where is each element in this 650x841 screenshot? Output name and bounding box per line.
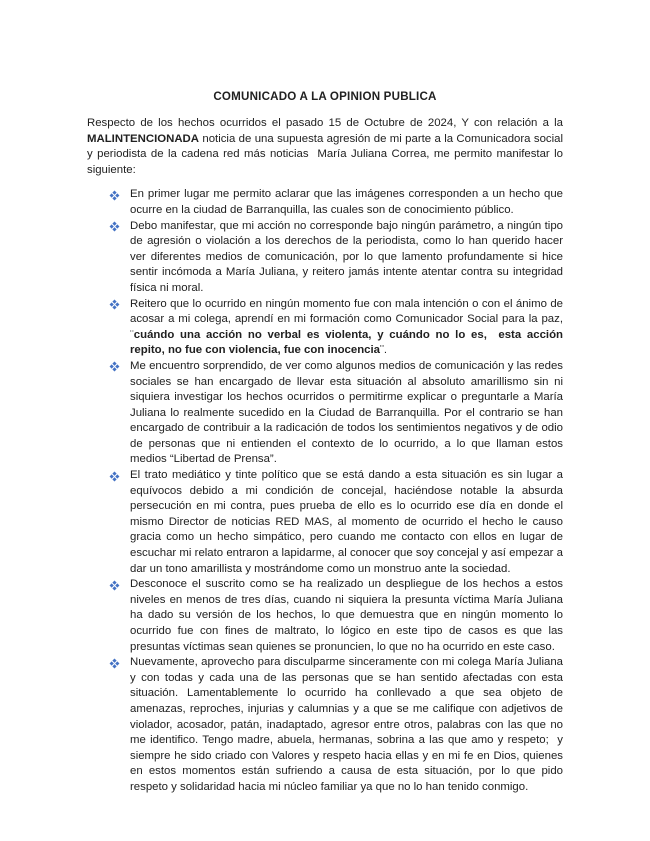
list-item-text xyxy=(130,578,563,652)
bold-text-run: MALINTENCIONADA xyxy=(87,132,199,145)
list-item-text xyxy=(130,188,563,216)
text-run: noticia de una supuesta agresión de mi parte a la Comunicadora social y periodista de la cadena red más noticias María Juliana Correa, me permito manifestar lo siguiente: xyxy=(87,132,563,176)
intro-paragraph xyxy=(87,116,563,178)
diamond-bullet-icon xyxy=(110,580,120,590)
diamond-bullet-icon xyxy=(110,471,120,481)
list-item xyxy=(87,359,563,468)
text-run: . xyxy=(383,344,387,357)
text-run: Desconoce el suscrito como se ha realizado un despliegue de los hechos a estos niveles en menos de tres días, cuando ni siquiera la presunta víctima María Juliana ha dado su versión de los hechos, lo que demuestra que en ningún momento lo ocurrido fue con fines de maltrato, lo lógico en este tipo de casos es que las presuntas víctimas sean quienes se pronuncien, lo que no ha ocurrido en este caso. xyxy=(130,578,563,653)
bullet-list xyxy=(87,187,563,795)
list-item xyxy=(87,187,563,218)
list-item xyxy=(87,219,563,297)
list-item xyxy=(87,577,563,655)
diamond-bullet-icon xyxy=(110,362,120,372)
text-run: El trato mediático y tinte político que se está dando a esta situación es sin lugar a equívocos debido a mi condición de concejal, haciéndose notable la absurda persecución en mi contra, pues prueba de ello es lo ocurrido ese día en donde el mismo Director de noticias RED MAS, al momento de ocurrido el hecho le causo gracia como un hecho simpático, pero cuando me contacto con ellos en lugar de escuchar mi relato entraron a lapidarme, al conocer que soy concejal y así empezar a dar un tono amarillista y mostrándome como un monstruo ante la sociedad. xyxy=(130,469,563,575)
list-item-text xyxy=(130,656,563,793)
diamond-bullet-icon xyxy=(110,222,120,232)
list-item xyxy=(87,655,563,795)
list-item xyxy=(87,297,563,359)
page-title: COMUNICADO A LA OPINION PUBLICA xyxy=(213,90,437,103)
diamond-bullet-icon xyxy=(110,190,120,200)
diamond-bullet-icon xyxy=(110,658,120,668)
bold-text-run: cuándo una acción no verbal es violenta, y cuándo no lo es, esta acción repito, no fue con violencia, fue con inocencia¨ xyxy=(130,328,563,357)
diamond-bullet-icon xyxy=(110,300,120,310)
text-run: Respecto de los hechos ocurridos el pasado 15 de Octubre de 2024, Y con relación a la xyxy=(87,117,563,129)
text-run: Nuevamente, aprovecho para disculparme sinceramente con mi colega María Juliana y con todas y cada una de las personas que se han sentido afectadas con esta situación. Lamentablemente lo ocurrido ha conllevado a que sea objeto de amenazas, reproches, injurias y calumnias y a que se me califique con adjetivos de violador, acosador, patán, inadaptado, agresor entre otros, palabras con las que no me identifico. Tengo madre, abuela, hermanas, sobrina a las que amo y respeto; y siempre he sido criado con Valores y respeto hacia ellas y en mi fe en Dios, quienes en estos momentos están sufriendo a causa de esta situación, por lo que pido respeto y solidaridad hacia mi núcleo familiar ya que no lo han tenido conmigo. xyxy=(130,656,563,793)
list-item-text xyxy=(130,298,563,357)
text-run: Reitero que lo ocurrido en ningún momento fue con mala intención o con el ánimo de acosar a mi colega, aprendí en mi formación como Comunicador Social para la paz, ¨ xyxy=(130,297,563,341)
list-item xyxy=(87,468,563,577)
text-run: Debo manifestar, que mi acción no corresponde bajo ningún parámetro, a ningún tipo de agresión o violación a los derechos de la periodista, como lo han querido hacer ver diferentes medios de comunicación, por lo que lamento profundamente si hice sentir incómoda a María Juliana, y reitero jamás intente atentar contra su integridad física ni moral. xyxy=(130,219,563,294)
text-run: En primer lugar me permito aclarar que las imágenes corresponden a un hecho que ocurre en la ciudad de Barranquilla, las cuales son de conocimiento público. xyxy=(130,188,563,216)
list-item-text xyxy=(130,220,563,294)
list-item-text xyxy=(130,469,563,575)
text-run: Me encuentro sorprendido, de ver como algunos medios de comunicación y las redes sociales se han encargado de llevar esta situación al absoluto amarillismo sin ni siquiera investigar los hechos ocurridos o permitirme explicar o preguntarle a María Juliana lo realmente sucedido en la Ciudad de Barranquilla. Por el contrario se han encargado de contribuir a la radicación de todos los sentimientos negativos y de odio de personas que ni entienden el contexto de lo ocurrido, a lo que llaman estos medios “Libertad de Prensa”. xyxy=(130,359,563,466)
list-item-text xyxy=(130,360,563,466)
